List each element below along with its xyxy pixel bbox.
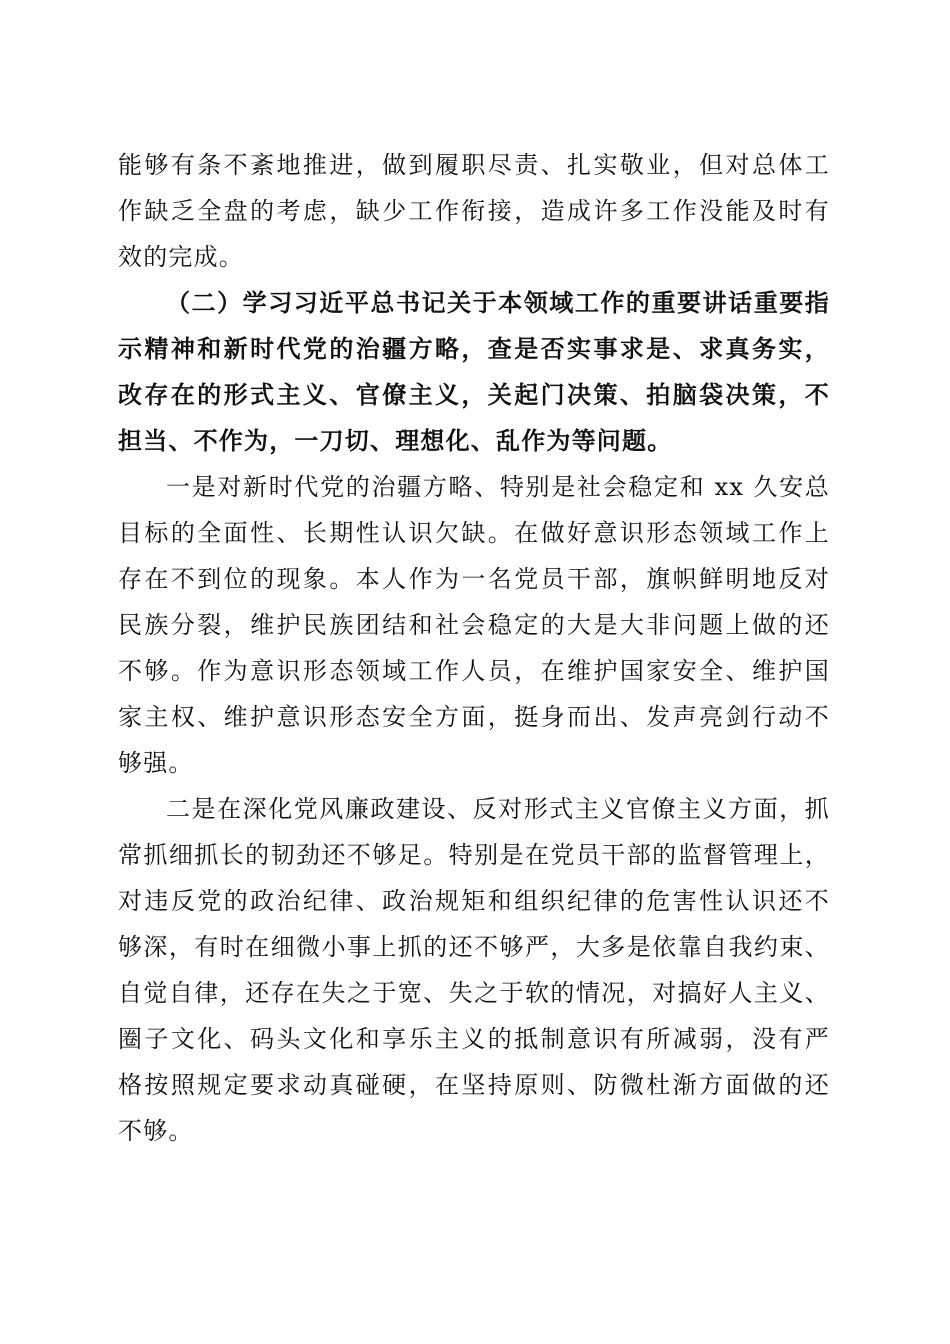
text-line: 改存在的形式主义、官僚主义，关起门决策、拍脑袋决策，不 bbox=[118, 380, 830, 409]
text-line: 不够。作为意识形态领域工作人员，在维护国家安全、维护国 bbox=[118, 657, 830, 685]
text-line: 担当、不作为，一刀切、理想化、乱作为等问题。 bbox=[118, 426, 673, 455]
text-line: 自觉自律，还存在失之于宽、失之于软的情况，对搞好人主义、 bbox=[118, 979, 830, 1007]
paragraph-continuation bbox=[118, 142, 830, 280]
paragraph-point-two bbox=[118, 786, 830, 1154]
text-line: 二是在深化党风廉政建设、反对形式主义官僚主义方面，抓 bbox=[166, 795, 830, 823]
text-line: 格按照规定要求动真碰硬，在坚持原则、防微杜渐方面做的还 bbox=[118, 1071, 830, 1099]
text-line: 够深，有时在细微小事上抓的还不够严，大多是依靠自我约束、 bbox=[118, 933, 830, 961]
text-line: 示精神和新时代党的治疆方略，查是否实事求是、求真务实， bbox=[118, 334, 830, 363]
text-line: 家主权、维护意识形态安全方面，挺身而出、发声亮剑行动不 bbox=[118, 703, 830, 731]
text-line: 目标的全面性、长期性认识欠缺。在做好意识形态领域工作上 bbox=[118, 519, 830, 547]
text-line: 民族分裂，维护民族团结和社会稳定的大是大非问题上做的还 bbox=[118, 611, 830, 639]
document-body bbox=[118, 142, 830, 1154]
text-line: （二）学习习近平总书记关于本领域工作的重要讲话重要指 bbox=[166, 288, 830, 317]
text-line: 常抓细抓长的韧劲还不够足。特别是在党员干部的监督管理上， bbox=[118, 841, 830, 869]
text-line: 效的完成。 bbox=[118, 243, 244, 271]
text-line: 够强。 bbox=[118, 749, 194, 777]
text-line: 不够。 bbox=[118, 1117, 194, 1145]
text-line: 一是对新时代党的治疆方略、特别是社会稳定和 xx 久安总 bbox=[166, 473, 830, 501]
text-line: 存在不到位的现象。本人作为一名党员干部，旗帜鲜明地反对 bbox=[118, 565, 830, 593]
text-line: 圈子文化、码头文化和享乐主义的抵制意识有所减弱，没有严 bbox=[118, 1025, 830, 1053]
text-line: 作缺乏全盘的考虑，缺少工作衔接，造成许多工作没能及时有 bbox=[118, 197, 830, 225]
section-heading-2 bbox=[118, 280, 830, 464]
text-line: 对违反党的政治纪律、政治规矩和组织纪律的危害性认识还不 bbox=[118, 887, 830, 915]
text-line: 能够有条不紊地推进，做到履职尽责、扎实敬业，但对总体工 bbox=[118, 151, 830, 179]
paragraph-point-one bbox=[118, 464, 830, 786]
